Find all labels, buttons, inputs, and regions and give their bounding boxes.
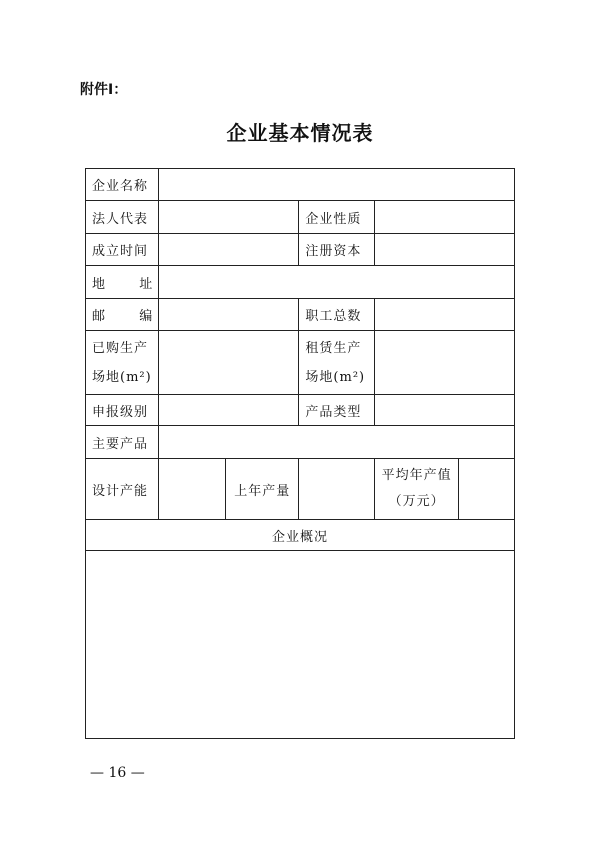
postcode-char-2: 编 (139, 309, 153, 324)
avg-output-field[interactable] (459, 459, 515, 520)
staff-field[interactable] (374, 299, 514, 331)
form-title: 企业基本情况表 (226, 121, 374, 145)
staff-label: 职工总数 (299, 299, 374, 331)
design-capacity-label: 设计产能 (86, 459, 159, 520)
last-year-output-field[interactable] (299, 459, 374, 520)
product-type-field[interactable] (374, 395, 514, 426)
company-name-field[interactable] (159, 169, 515, 201)
company-nature-field[interactable] (374, 201, 514, 234)
level-field[interactable] (159, 395, 299, 426)
page-number: — 16 — (90, 765, 145, 781)
company-nature-label: 企业性质 (299, 201, 374, 234)
leased-site-label (299, 331, 374, 395)
product-type-label: 产品类型 (299, 395, 374, 426)
purchased-site-line1: 已购生产 (92, 340, 149, 356)
postcode-label (86, 299, 159, 331)
founded-label: 成立时间 (86, 234, 159, 266)
main-products-field[interactable] (159, 426, 515, 459)
avg-output-line1: 平均年产值 (381, 468, 452, 483)
last-year-output-label: 上年产量 (226, 459, 299, 520)
company-info-table (85, 168, 515, 739)
address-field[interactable] (159, 266, 515, 299)
attachment-label: 附件Ⅰ： (80, 82, 128, 98)
legal-rep-field[interactable] (159, 201, 299, 234)
legal-rep-label: 法人代表 (86, 201, 159, 234)
leased-site-line2: 场地(m²) (305, 369, 366, 385)
overview-field[interactable] (86, 551, 515, 739)
level-label: 申报级别 (86, 395, 159, 426)
postcode-char-1: 邮 (92, 309, 106, 324)
design-capacity-field[interactable] (159, 459, 226, 520)
overview-header: 企业概况 (86, 520, 515, 551)
address-char-2: 址 (139, 276, 153, 292)
avg-output-line2: （万元） (388, 494, 445, 509)
reg-capital-field[interactable] (374, 234, 514, 266)
leased-site-field[interactable] (374, 331, 514, 395)
purchased-site-field[interactable] (159, 331, 299, 395)
main-products-label: 主要产品 (86, 426, 159, 459)
postcode-field[interactable] (159, 299, 299, 331)
address-label (86, 266, 159, 299)
purchased-site-line2: 场地(m²) (92, 369, 152, 385)
leased-site-line1: 租赁生产 (305, 340, 362, 356)
reg-capital-label: 注册资本 (299, 234, 374, 266)
company-name-label: 企业名称 (86, 169, 159, 201)
founded-field[interactable] (159, 234, 299, 266)
address-char-1: 地 (92, 276, 106, 292)
purchased-site-label (86, 331, 159, 395)
avg-output-label (374, 459, 459, 520)
